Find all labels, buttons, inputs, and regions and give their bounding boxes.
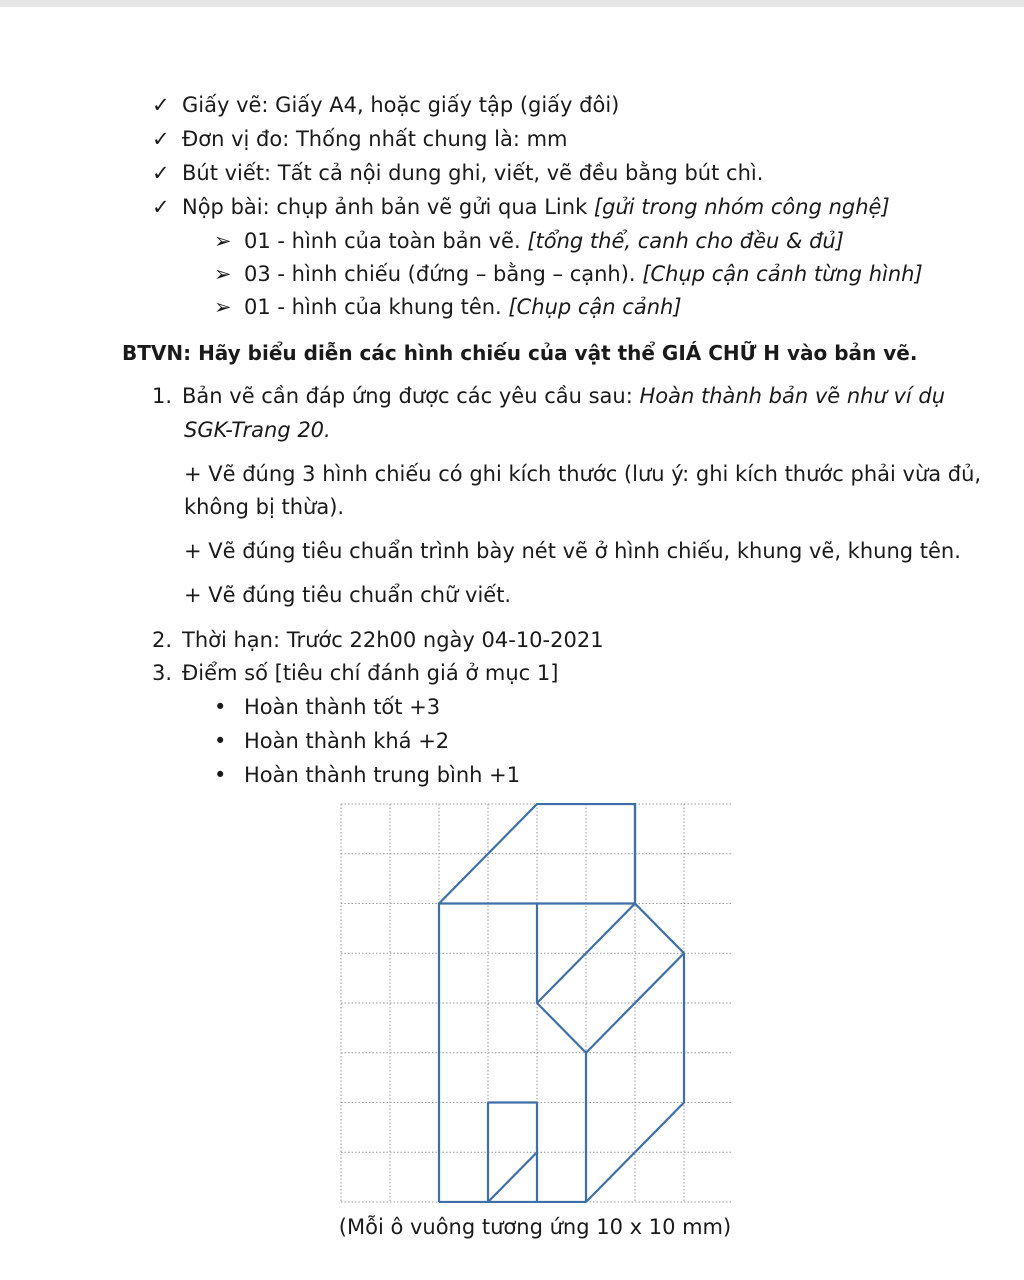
isometric-figure — [340, 803, 732, 1207]
checkmark-icon: ✓ — [152, 93, 170, 117]
score-good: • Hoàn thành tốt +3 — [214, 692, 440, 722]
top-scroll-edge — [0, 0, 1024, 7]
checkmark-icon: ✓ — [152, 161, 170, 185]
checkmark-icon: ✓ — [152, 127, 170, 151]
task-2: 2. Thời hạn: Trước 22h00 ngày 04-10-2021 — [152, 628, 604, 652]
task-3: 3. Điểm số [tiêu chí đánh giá ở mục 1] — [152, 661, 559, 685]
score-fair: • Hoàn thành khá +2 — [214, 726, 449, 756]
requirement-submit: ✓ Nộp bài: chụp ảnh bản vẽ gửi qua Link [gửi trong nhóm công nghệ] — [152, 192, 890, 222]
submission-item-whole-drawing: ➢ 01 - hình của toàn bản vẽ. [tổng thể, canh cho đều & đủ] — [214, 226, 844, 256]
submission-item-title-block: ➢ 01 - hình của khung tên. [Chụp cận cảnh] — [214, 292, 682, 322]
outline-edge — [488, 1152, 537, 1202]
homework-heading: BTVN: Hãy biểu diễn các hình chiếu của vật thể GIÁ CHỮ H vào bản vẽ. — [122, 341, 918, 365]
submission-item-projections: ➢ 03 - hình chiếu (đứng – bằng – cạnh). [Chụp cận cảnh từng hình] — [214, 259, 923, 289]
requirement-paper: ✓ Giấy vẽ: Giấy A4, hoặc giấy tập (giấy đôi) — [152, 90, 619, 120]
criterion-lettering: + Vẽ đúng tiêu chuẩn chữ viết. — [184, 583, 512, 607]
checkmark-icon: ✓ — [152, 195, 170, 219]
figure-caption: (Mỗi ô vuông tương ứng 10 x 10 mm) — [338, 1215, 732, 1239]
arrow-bullet-icon: ➢ — [214, 295, 232, 319]
bullet-icon: • — [214, 695, 227, 719]
bullet-icon: • — [214, 763, 227, 787]
requirement-unit: ✓ Đơn vị đo: Thống nhất chung là: mm — [152, 124, 568, 154]
score-average: • Hoàn thành trung bình +1 — [214, 760, 520, 790]
task-1-note-continued: SGK-Trang 20. — [184, 418, 331, 442]
outline-edge — [537, 904, 684, 1053]
arrow-bullet-icon: ➢ — [214, 229, 232, 253]
arrow-bullet-icon: ➢ — [214, 262, 232, 286]
isometric-drawing — [340, 803, 732, 1203]
criterion-projections-continued: không bị thừa). — [184, 495, 345, 519]
requirement-pen: ✓ Bút viết: Tất cả nội dung ghi, viết, vẽ đều bằng bút chì. — [152, 158, 763, 188]
criterion-line-standard: + Vẽ đúng tiêu chuẩn trình bày nét vẽ ở hình chiếu, khung vẽ, khung tên. — [184, 539, 961, 563]
criterion-projections: + Vẽ đúng 3 hình chiếu có ghi kích thước (lưu ý: ghi kích thước phải vừa đủ, — [184, 462, 982, 486]
task-1: 1. Bản vẽ cần đáp ứng được các yêu cầu sau: Hoàn thành bản vẽ như ví dụ — [152, 384, 946, 408]
bullet-icon: • — [214, 729, 227, 753]
